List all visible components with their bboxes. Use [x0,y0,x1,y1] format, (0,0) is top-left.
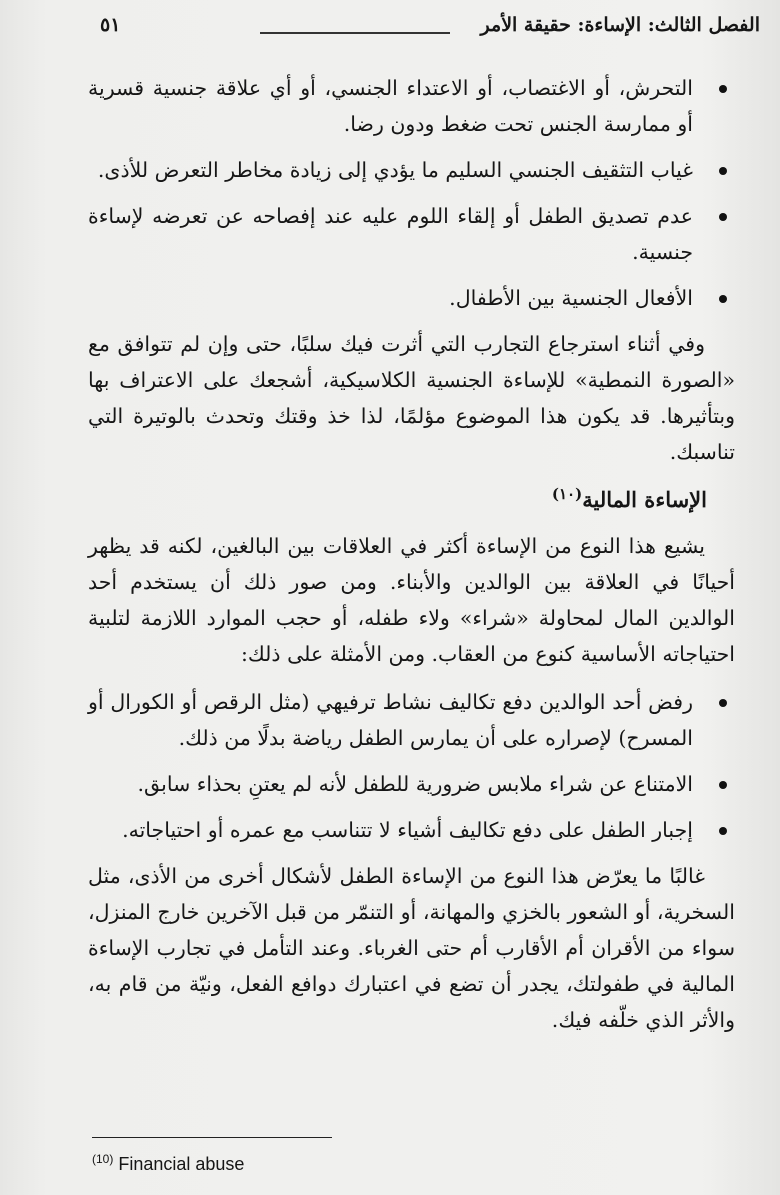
footnote-divider [92,1137,332,1138]
bullet-icon [719,167,727,175]
bullet-icon [719,85,727,93]
bullet-list-financial-abuse [88,684,735,848]
bullet-icon [719,699,727,707]
list-item: التحرش، أو الاغتصاب، أو الاعتداء الجنسي، أو أي علاقة جنسية قسرية أو ممارسة الجنس تحت ضغط ودون رضا. [88,70,735,142]
bullet-icon [719,827,727,835]
list-item: عدم تصديق الطفل أو إلقاء اللوم عليه عند إفصاحه عن تعرضه لإساءة جنسية. [88,198,735,270]
paragraph: يشيع هذا النوع من الإساءة أكثر في العلاقات بين البالغين، لكنه قد يظهر أحيانًا في العلاقة بين الوالدين والأبناء. ومن صور ذلك أن يستخدم أحد الوالدين المال لمحاولة «شراء» ولاء طفله، أو حجب الموارد اللازمة لتلبية احتياجاته الأساسية كنوع من العقاب. ومن الأمثلة على ذلك: [88,534,735,666]
paragraph: وفي أثناء استرجاع التجارب التي أثرت فيك سلبًا، حتى وإن لم تتوافق مع «الصورة النمطية» للإساءة الجنسية الكلاسيكية، أشجعك على الاعتراف بها وبتأثيرها. قد يكون هذا الموضوع مؤلمًا، لذا خذ وقتك وتحدث بالوتيرة التي تناسبك. [88,332,735,464]
chapter-title: الفصل الثالث: الإساءة: حقيقة الأمر [480,14,760,36]
header-rule [260,32,450,34]
section-heading [88,482,735,518]
list-item: الامتناع عن شراء ملابس ضرورية للطفل لأنه لم يعتنِ بحذاء سابق. [88,766,735,802]
page-body [88,70,735,1050]
list-item: غياب التثقيف الجنسي السليم ما يؤدي إلى زيادة مخاطر التعرض للأذى. [88,152,735,188]
bullet-icon [719,295,727,303]
page-number: ٥١ [100,14,121,36]
bullet-icon [719,213,727,221]
footnote-text: Financial abuse [113,1154,245,1174]
footnote [92,1152,244,1175]
bullet-list-sexual-abuse [88,70,735,316]
paragraph: غالبًا ما يعرّض هذا النوع من الإساءة الطفل لأشكال أخرى من الأذى، مثل السخرية، أو الشعور بالخزي والمهانة، أو التنمّر من قبل الآخرين خارج المنزل، سواء من الأقران أم الأقارب أم حتى الغرباء. وعند التأمل في تجارب الإساءة المالية في طفولتك، يجدر أن تضع في اعتبارك دوافع الفعل، ونيّة من قام به، والأثر الذي خلّفه فيك. [88,864,735,1032]
bullet-icon [719,781,727,789]
page-header [100,10,760,44]
list-item: الأفعال الجنسية بين الأطفال. [88,280,735,316]
footnote-marker: (10) [92,1152,114,1166]
list-item: إجبار الطفل على دفع تكاليف أشياء لا تتناسب مع عمره أو احتياجاته. [88,812,735,848]
section-title: الإساءة المالية [582,487,707,512]
footnote-ref: (١٠) [551,485,583,503]
list-item: رفض أحد الوالدين دفع تكاليف نشاط ترفيهي (مثل الرقص أو الكورال أو المسرح) لإصراره على أن يمارس الطفل رياضة بدلًا من ذلك. [88,684,735,756]
